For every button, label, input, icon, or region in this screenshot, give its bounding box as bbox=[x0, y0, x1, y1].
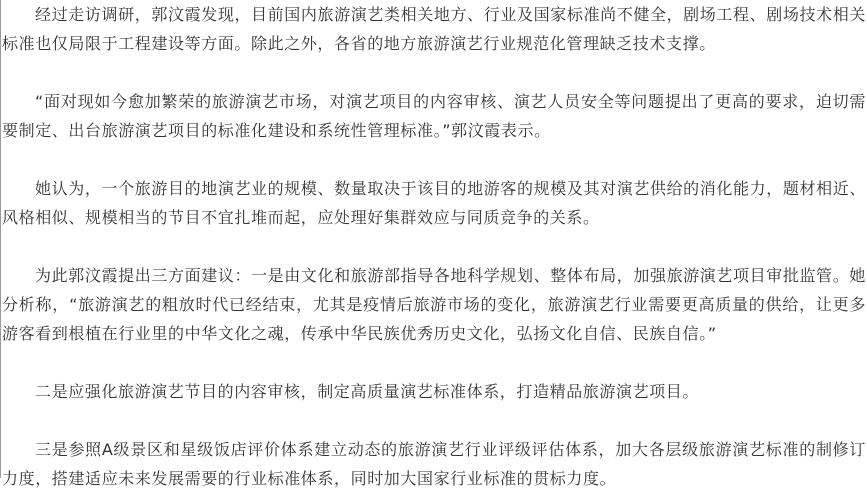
article-body bbox=[2, 0, 866, 493]
paragraph-spacer bbox=[2, 348, 866, 377]
left-border-line bbox=[0, 0, 1, 478]
paragraph-6: 三是参照A级景区和星级饭店评价体系建立动态的旅游演艺行业评级评估体系，加大各层级旅游演艺标准的制修订力度，搭建适应未来发展需要的行业标准体系，同时加大国家行业标准的贯标力度。 bbox=[2, 440, 866, 488]
paragraph-spacer bbox=[2, 145, 866, 174]
paragraph-spacer bbox=[2, 232, 866, 261]
paragraph-1: 经过走访调研，郭汶霞发现，目前国内旅游演艺类相关地方、行业及国家标准尚不健全，剧场工程、剧场技术相关标准也仅局限于工程建设等方面。除此之外，各省的地方旅游演艺行业规范化管理缺乏技术支撑。 bbox=[2, 5, 866, 53]
paragraph-4: 为此郭汶霞提出三方面建议：一是由文化和旅游部指导各地科学规划、整体布局，加强旅游演艺项目审批监管。她分析称，“旅游演艺的粗放时代已经结束，尤其是疫情后旅游市场的变化，旅游演艺行业需要更高质量的供给，让更多游客看到根植在行业里的中华文化之魂，传承中华民族优秀历史文化，弘扬文化自信、民族自信。” bbox=[2, 266, 866, 343]
paragraph-spacer bbox=[2, 58, 866, 87]
paragraph-3: 她认为，一个旅游目的地演艺业的规模、数量取决于该目的地游客的规模及其对演艺供给的消化能力，题材相近、风格相似、规模相当的节目不宜扎堆而起，应处理好集群效应与同质竞争的关系。 bbox=[2, 179, 866, 227]
paragraph-spacer bbox=[2, 406, 866, 435]
paragraph-5: 二是应强化旅游演艺节目的内容审核，制定高质量演艺标准体系，打造精品旅游演艺项目。 bbox=[35, 382, 700, 401]
paragraph-2: “面对现如今愈加繁荣的旅游演艺市场，对演艺项目的内容审核、演艺人员安全等问题提出了更高的要求，迫切需要制定、出台旅游演艺项目的标准化建设和系统性管理标准。”郭汶霞表示。 bbox=[2, 92, 866, 140]
